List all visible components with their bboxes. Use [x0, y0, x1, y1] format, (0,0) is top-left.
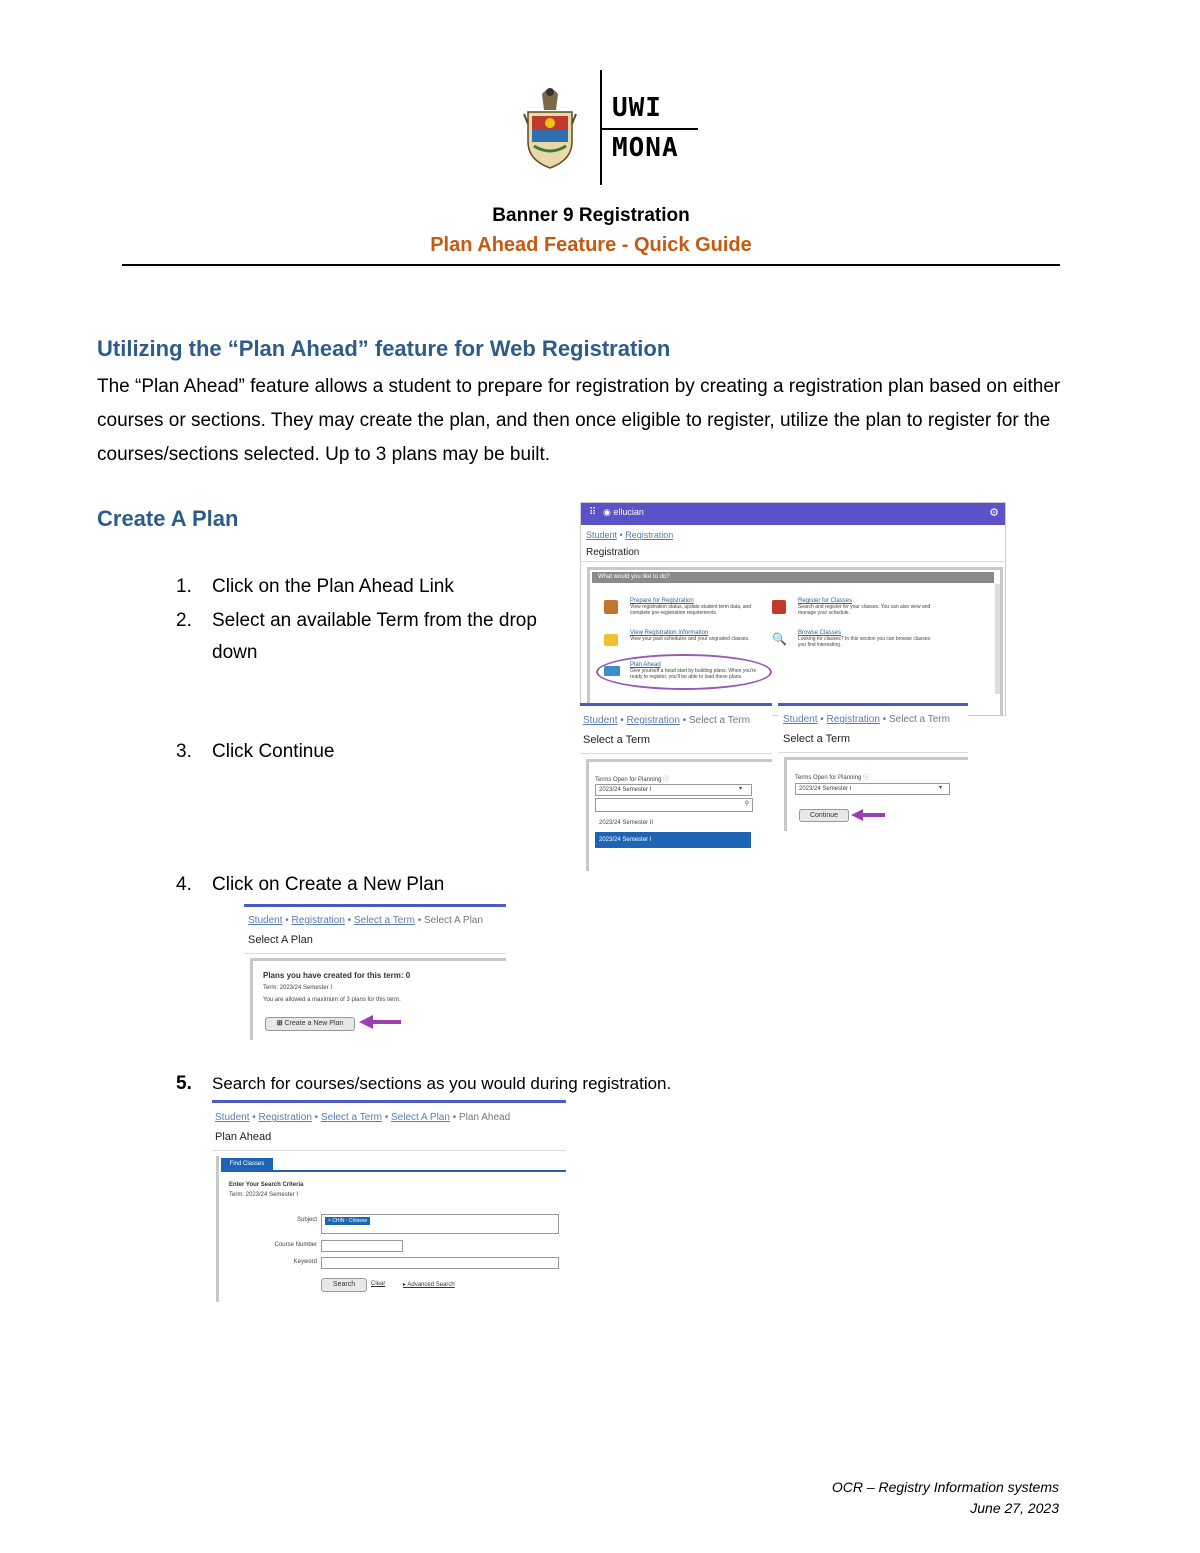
breadcrumb: Student • Registration • Select a Term: [583, 715, 750, 726]
ellucian-banner: [581, 503, 1005, 525]
step-4-text: Click on Create a New Plan: [212, 874, 445, 895]
keyword-label: Keyword: [293, 1259, 317, 1265]
crumb-current: Plan Ahead: [458, 1112, 511, 1123]
term-select[interactable]: 2023/24 Semester I: [595, 784, 752, 796]
item-register[interactable]: Register for Classes Search and register for your classes. You can also view and manage your schedule.: [798, 598, 931, 616]
create-new-plan-button[interactable]: ⊞ Create a New Plan: [265, 1017, 355, 1031]
term-line: Term: 2023/24 Semester I: [229, 1192, 299, 1198]
screenshot-select-term-dropdown: [580, 703, 772, 871]
page-title: Registration: [586, 547, 640, 558]
search-panel: [216, 1156, 566, 1302]
crumb-registration[interactable]: Registration: [826, 714, 880, 725]
divider: [212, 1150, 566, 1151]
tab-underline: [221, 1170, 566, 1172]
step-2-number: 2.: [176, 610, 192, 631]
subject-chip[interactable]: × CHIN - Chinese: [325, 1217, 370, 1225]
term-panel: [784, 757, 968, 831]
plans-heading: Plans you have created for this term: 0: [263, 971, 411, 980]
logo-text-mona: MONA: [612, 133, 679, 163]
screenshot-select-term-continue: [778, 703, 968, 831]
highlight-ellipse: [596, 654, 772, 690]
tab-find-classes[interactable]: Find Classes: [221, 1158, 273, 1170]
screenshot-plan-ahead-search: [212, 1100, 566, 1302]
intro-paragraph: The “Plan Ahead” feature allows a student to prepare for registration by creating a registration plan based on either courses or sections. They may create the plan, and then once eligible to register, utilize the plan to register for the courses/sections selected. Up to 3 plans may be built.: [97, 376, 1061, 465]
continue-button[interactable]: Continue: [799, 809, 849, 822]
item-view-registration[interactable]: View Registration Information View your past schedules and your ungraded classes.: [630, 630, 750, 642]
chevron-down-icon[interactable]: ▾: [939, 785, 943, 791]
step-5-number: 5.: [176, 1073, 192, 1094]
crumb-student[interactable]: Student: [586, 530, 618, 540]
info-icon: ⓘ: [863, 775, 870, 781]
step-3-text: Click Continue: [212, 741, 335, 762]
search-criteria-heading: Enter Your Search Criteria: [229, 1182, 304, 1188]
top-bar: [580, 703, 772, 706]
item-prepare[interactable]: Prepare for Registration View registration status, update student term data, and complete pre-registration requirements.: [630, 598, 752, 616]
ellucian-logo: ◉ ellucian: [603, 507, 644, 517]
arrow-pointer: [849, 808, 885, 822]
title-rule: [122, 264, 1060, 266]
field-label: Terms Open for Planning ⓘ: [595, 777, 670, 783]
options-panel: [587, 567, 1003, 716]
grid-icon[interactable]: ⠿: [589, 507, 597, 518]
crumb-current: Select A Plan: [423, 915, 483, 926]
screenshot-registration-menu: [580, 502, 1006, 716]
intro-heading: Utilizing the “Plan Ahead” feature for Web Registration: [97, 336, 671, 361]
scrollbar[interactable]: [995, 584, 1000, 694]
clear-link[interactable]: Clear: [371, 1281, 386, 1287]
subject-input[interactable]: [321, 1214, 559, 1234]
course-number-label: Course Number: [274, 1242, 317, 1248]
divider: [580, 753, 772, 754]
crumb-student[interactable]: Student: [583, 715, 618, 726]
term-line: Term: 2023/24 Semester I: [263, 985, 333, 991]
chevron-down-icon[interactable]: ▾: [739, 786, 743, 792]
crumb-current: Select a Term: [688, 715, 750, 726]
option-semester-2[interactable]: 2023/24 Semester II: [599, 820, 654, 826]
info-icon: ⓘ: [663, 777, 670, 783]
field-label: Terms Open for Planning ⓘ: [795, 775, 870, 781]
max-plans-line: You are allowed a maximum of 3 plans for this term.: [263, 997, 401, 1003]
term-select[interactable]: 2023/24 Semester I: [795, 783, 950, 795]
step-2-text: Select an available Term from the drop down: [212, 610, 537, 663]
arrow-pointer: [357, 1014, 401, 1030]
page-title: Select a Term: [783, 733, 851, 745]
divider: [244, 953, 506, 954]
crumb-registration[interactable]: Registration: [291, 915, 345, 926]
uwi-crest-logo: [520, 84, 580, 170]
term-search-input[interactable]: [595, 798, 753, 812]
advanced-search-link[interactable]: ▸ Advanced Search: [403, 1282, 455, 1288]
step-4-number: 4.: [176, 874, 192, 895]
top-bar: [244, 904, 506, 907]
crumb-registration[interactable]: Registration: [626, 715, 680, 726]
logo-divider-horizontal: [600, 128, 698, 130]
term-panel: [586, 759, 772, 871]
crumb-registration[interactable]: Registration: [625, 530, 674, 540]
divider: [778, 752, 968, 753]
course-number-input[interactable]: [321, 1240, 403, 1252]
logo-text-uwi: UWI: [612, 93, 662, 123]
step-5-text: Search for courses/sections as you would during registration.: [212, 1074, 672, 1093]
divider: [581, 561, 1005, 562]
crumb-student[interactable]: Student: [215, 1112, 250, 1123]
step-1-number: 1.: [176, 576, 192, 597]
panel-title: What would you like to do?: [592, 572, 994, 583]
top-bar: [778, 703, 968, 706]
magnifier-icon: 🔍: [772, 632, 787, 646]
option-semester-1[interactable]: 2023/24 Semester I: [595, 832, 751, 848]
page-title: Select A Plan: [248, 934, 313, 946]
step-1-text: Click on the Plan Ahead Link: [212, 576, 454, 597]
step-3-number: 3.: [176, 741, 192, 762]
top-bar: [212, 1100, 566, 1103]
breadcrumb: Student • Registration • Select a Term • Select A Plan: [248, 915, 483, 926]
crumb-current: Select a Term: [888, 714, 950, 725]
crumb-student[interactable]: Student: [783, 714, 818, 725]
item-plan-ahead[interactable]: Plan Ahead Give yourself a head start by building plans. When you're ready to register, you'll be able to load these plans.: [630, 662, 757, 680]
breadcrumb: Student • Registration • Select a Term: [783, 714, 950, 725]
footer-date: June 27, 2023: [970, 1500, 1059, 1516]
plus-icon: ⊞: [276, 1020, 283, 1027]
crumb-term[interactable]: Select a Term: [353, 915, 415, 926]
document-title: Banner 9 Registration: [492, 205, 690, 226]
crumb-plan[interactable]: Select A Plan: [390, 1112, 450, 1123]
keyword-input[interactable]: [321, 1257, 559, 1269]
item-browse[interactable]: Browse Classes Looking for classes? In this section you can browse classes you find interesting.: [798, 630, 931, 648]
crumb-registration[interactable]: Registration: [258, 1112, 312, 1123]
prepare-icon: [604, 600, 618, 614]
plans-panel: [250, 958, 506, 1040]
gear-icon[interactable]: ⚙: [989, 507, 999, 519]
breadcrumb: Student • Registration • Select a Term • Select A Plan • Plan Ahead: [215, 1112, 511, 1123]
footer-department: OCR – Registry Information systems: [831, 1479, 1059, 1495]
screenshot-select-plan: [244, 904, 506, 1040]
register-icon: [772, 600, 786, 614]
subject-label: Subject: [296, 1217, 317, 1223]
breadcrumb: Student • Registration: [586, 530, 674, 540]
document-subtitle: Plan Ahead Feature - Quick Guide: [430, 234, 752, 256]
page-title: Select a Term: [583, 734, 651, 746]
page-title: Plan Ahead: [215, 1131, 272, 1143]
crumb-term[interactable]: Select a Term: [320, 1112, 382, 1123]
search-icon: ⚲: [744, 801, 749, 807]
search-button[interactable]: Search: [321, 1278, 367, 1292]
crumb-student[interactable]: Student: [248, 915, 283, 926]
create-plan-heading: Create A Plan: [97, 506, 239, 531]
folder-icon: [604, 634, 618, 646]
